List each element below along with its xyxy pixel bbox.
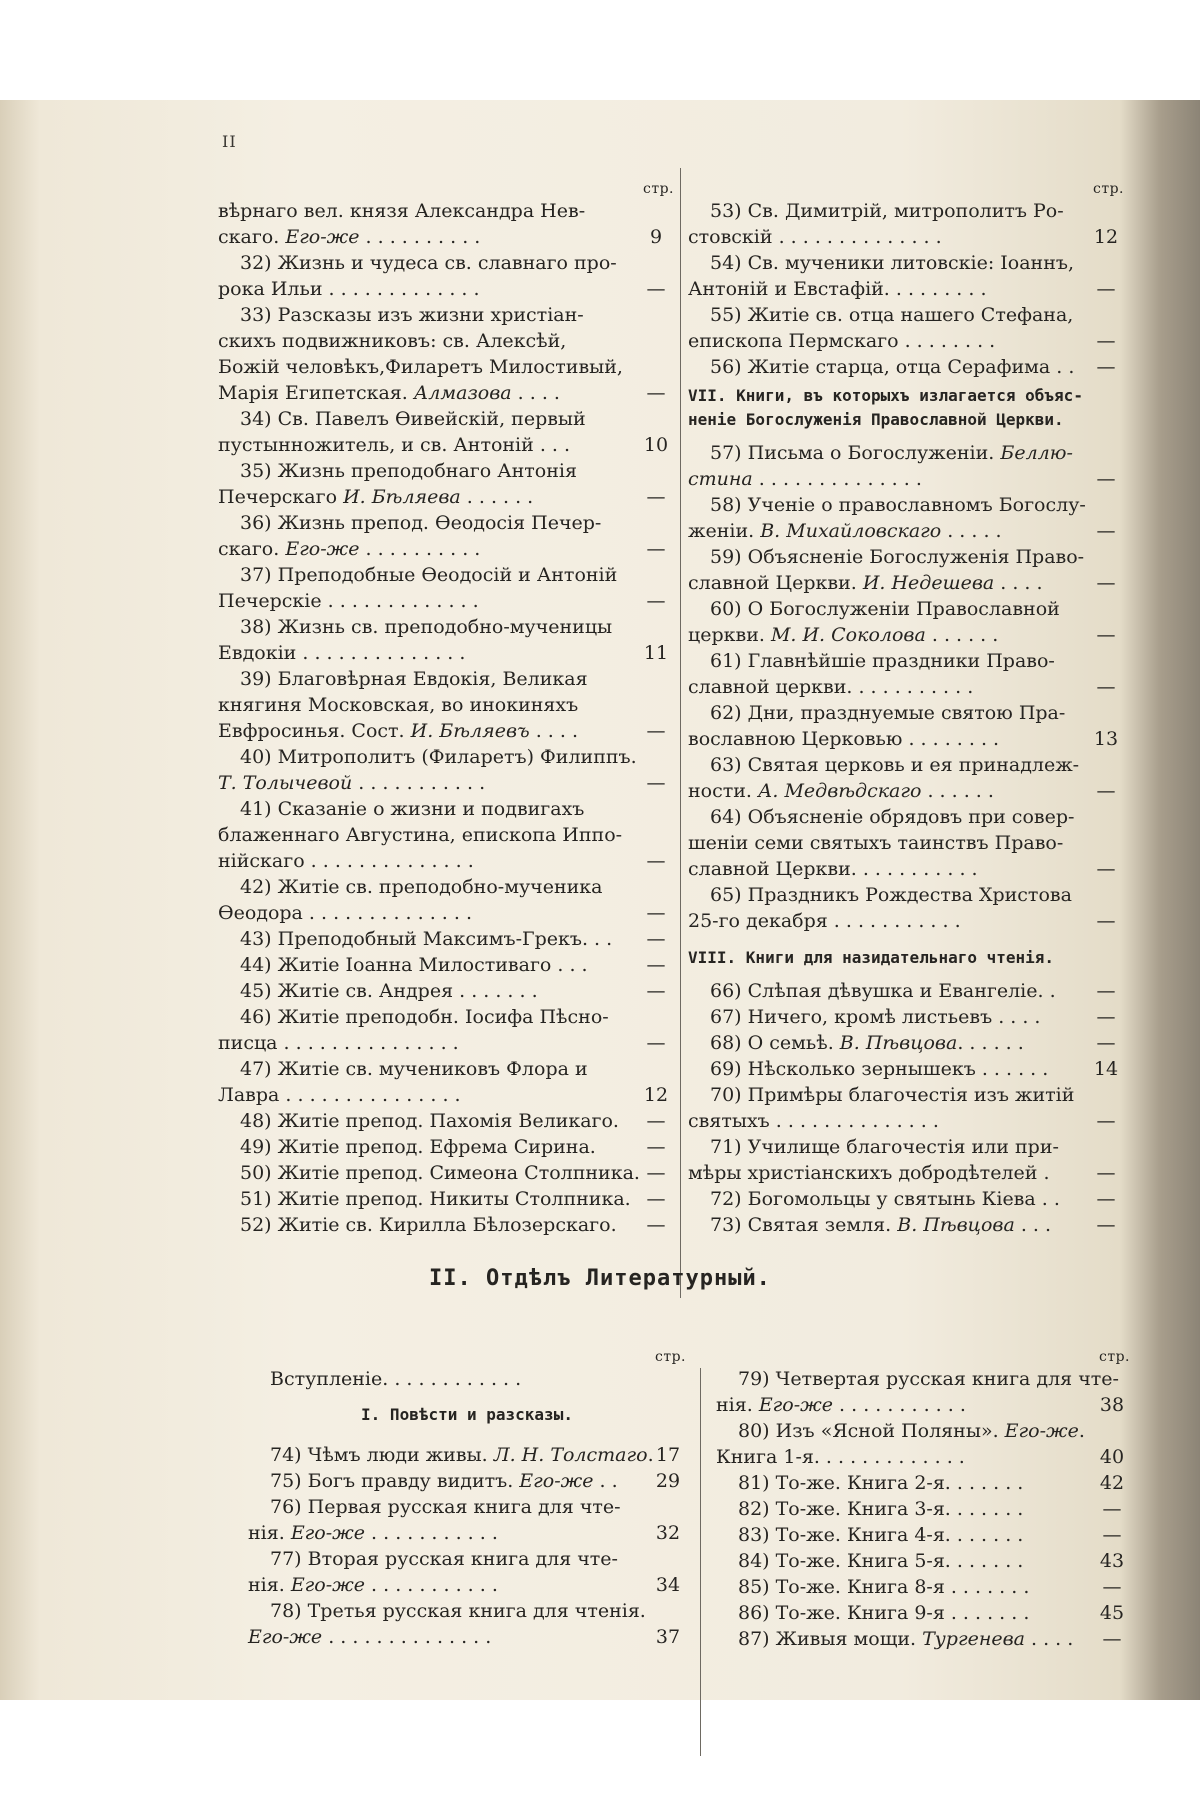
toc-entry-line: 49) Житіе препод. Ефрема Сирина.	[240, 1136, 596, 1158]
toc-left-column	[218, 180, 674, 1238]
toc-entry-line: писца . . . . . . . . . . . . . . .	[218, 1032, 459, 1054]
toc-entry-line: стина . . . . . . . . . . . . . .	[688, 468, 922, 490]
toc-entry-line: епископа Пермскаго . . . . . . . .	[688, 330, 996, 352]
toc-entry-line: Книга 1-я. . . . . . . . . . . . .	[716, 1446, 965, 1468]
toc-entry	[688, 1004, 1124, 1030]
toc-page-number: 12	[1093, 226, 1119, 248]
toc-entry-line: Евфросинья. Сост. И. Бѣляевъ . . . .	[218, 720, 578, 742]
toc-entry-line: Вступленіе. . . . . . . . . . . .	[270, 1368, 522, 1390]
toc-entry-line: 80) Изъ «Ясной Поляны». Его-же.	[738, 1420, 1085, 1442]
toc-page-number: —	[646, 928, 666, 950]
toc-entry	[688, 1030, 1124, 1056]
toc-page-number: —	[646, 850, 666, 872]
toc-entry-line: 87) Живыя мощи. Тургенева . . . .	[738, 1628, 1074, 1650]
toc-entry-line: славной Церкви. И. Недешева . . . .	[688, 572, 1043, 594]
toc-entry-line: 75) Богъ правду видитъ. Его-же . .	[270, 1470, 618, 1492]
toc-entry	[218, 1134, 674, 1160]
toc-entry-line: 55) Житіе св. отца нашего Стефана,	[710, 304, 1074, 326]
toc-page-number: —	[1096, 572, 1116, 594]
toc-page-number: —	[1096, 624, 1116, 646]
toc-entry	[248, 1598, 686, 1650]
toc-entry-line: 54) Св. мученики литовскіе: Іоаннъ,	[710, 252, 1074, 274]
toc-entry	[688, 492, 1124, 544]
toc-entry-line: 25-го декабря . . . . . . . . . . .	[688, 910, 961, 932]
toc-page-number: —	[646, 278, 666, 300]
toc-entry	[218, 744, 674, 796]
toc-page-number: —	[646, 1032, 666, 1054]
toc-page-number: —	[646, 1214, 666, 1236]
toc-entry-line: 64) Объясненіе обрядовъ при совер-	[710, 806, 1075, 828]
toc-entry-line: пустынножитель, и св. Антоній . . .	[218, 434, 571, 456]
toc-entry-line: 32) Жизнь и чудеса св. славнаго про-	[240, 252, 617, 274]
toc-page-number: 10	[643, 434, 669, 456]
page-column-label: стр.	[1093, 181, 1124, 197]
toc-page-number: 11	[643, 642, 669, 664]
toc-bottom-right-column	[716, 1348, 1130, 1652]
toc-entry	[218, 510, 674, 562]
toc-entry-list	[716, 1366, 1130, 1652]
toc-page-number: 34	[655, 1574, 681, 1596]
toc-entry	[218, 302, 674, 406]
toc-page-number: —	[1096, 278, 1116, 300]
toc-page-number: 38	[1099, 1394, 1125, 1416]
toc-entry-list	[688, 978, 1124, 1238]
toc-entry	[716, 1470, 1130, 1496]
toc-entry-line: нія. Его-же . . . . . . . . . . .	[248, 1522, 498, 1544]
toc-page-number: —	[1102, 1524, 1122, 1546]
toc-entry-line: 51) Житіе препод. Никиты Столпника.	[240, 1188, 631, 1210]
toc-entry-line: 68) О семьѣ. В. Пѣвцова. . . . . .	[710, 1032, 1024, 1054]
toc-page-number: —	[646, 1136, 666, 1158]
toc-entry-list	[218, 198, 674, 1238]
toc-entry	[218, 1186, 674, 1212]
toc-page-number: —	[1096, 1214, 1116, 1236]
toc-entry	[688, 804, 1124, 882]
toc-page-number: —	[1102, 1628, 1122, 1650]
toc-entry	[688, 1212, 1124, 1238]
sub-heading-stories: I. Повѣсти и разсказы.	[361, 1405, 573, 1424]
toc-page-number: —	[1096, 1162, 1116, 1184]
toc-entry-line: 78) Третья русская книга для чтенія.	[270, 1600, 646, 1622]
toc-page-number: —	[1096, 1188, 1116, 1210]
toc-bottom-left-column	[248, 1348, 686, 1650]
toc-entry-line: 84) То-же. Книга 5-я. . . . . . .	[738, 1550, 1024, 1572]
toc-page-number: —	[646, 486, 666, 508]
toc-entry	[688, 596, 1124, 648]
toc-entry	[688, 250, 1124, 302]
toc-page-number: 13	[1093, 728, 1119, 750]
toc-entry-line: славной церкви. . . . . . . . . . .	[688, 676, 974, 698]
section-heading-viii	[688, 946, 1124, 970]
toc-entry-line: 72) Богомольцы у святынь Кіева . .	[710, 1188, 1060, 1210]
toc-page-number: —	[1096, 1110, 1116, 1132]
toc-page-number: —	[646, 590, 666, 612]
toc-entry-line: 74) Чѣмъ люди живы. Л. Н. Толстаго.	[270, 1444, 654, 1466]
toc-entry-line: 52) Житіе св. Кирилла Бѣлозерскаго.	[240, 1214, 617, 1236]
toc-right-column	[688, 180, 1124, 1238]
toc-page-number: —	[1096, 1006, 1116, 1028]
toc-entry	[688, 354, 1124, 380]
toc-page-number: —	[1096, 356, 1116, 378]
page-column-label: стр.	[643, 181, 674, 197]
toc-page-number: —	[646, 538, 666, 560]
toc-entry-line: 70) Примѣры благочестія изъ житій	[710, 1084, 1075, 1106]
toc-page-number: 37	[655, 1626, 681, 1648]
toc-entry-line: нійскаго . . . . . . . . . . . . . .	[218, 850, 474, 872]
toc-entry	[218, 198, 674, 250]
toc-entry-line: 58) Ученіе о православномъ Богослу-	[710, 494, 1086, 516]
toc-entry	[218, 978, 674, 1004]
toc-entry	[716, 1600, 1130, 1626]
toc-entry	[218, 562, 674, 614]
toc-entry	[218, 796, 674, 874]
toc-entry	[688, 978, 1124, 1004]
toc-entry-line: 38) Жизнь св. преподобно-мученицы	[240, 616, 613, 638]
toc-entry	[218, 1160, 674, 1186]
toc-entry-line: вославною Церковью . . . . . . . .	[688, 728, 1000, 750]
toc-entry-line: рока Ильи . . . . . . . . . . . . .	[218, 278, 480, 300]
toc-entry	[218, 250, 674, 302]
toc-entry	[716, 1548, 1130, 1574]
toc-entry-line: 47) Житіе св. мучениковъ Флора и	[240, 1058, 588, 1080]
toc-page-number: 45	[1099, 1602, 1125, 1624]
toc-entry-line: Божій человѣкъ,Филаретъ Милостивый,	[218, 356, 623, 378]
toc-entry-line: стовскій . . . . . . . . . . . . . .	[688, 226, 942, 248]
section-heading-vii	[688, 384, 1124, 432]
toc-entry-line: ности. А. Медвѣдскаго . . . . . .	[688, 780, 994, 802]
toc-entry-line: Антоній и Евстафій. . . . . . . . .	[688, 278, 987, 300]
toc-entry-line: 66) Слѣпая дѣвушка и Евангеліе. .	[710, 980, 1056, 1002]
toc-entry	[688, 648, 1124, 700]
toc-entry-line: 59) Объясненіе Богослуженія Право-	[710, 546, 1085, 568]
toc-entry-line: 83) То-же. Книга 4-я. . . . . . .	[738, 1524, 1024, 1546]
toc-page-number: 32	[655, 1522, 681, 1544]
toc-entry-line: 63) Святая церковь и ея принадлеж-	[710, 754, 1080, 776]
toc-entry	[688, 1186, 1124, 1212]
toc-entry	[218, 952, 674, 978]
toc-entry	[688, 1082, 1124, 1134]
section-title-literary: II. Отдѣлъ Литературный.	[429, 1266, 771, 1291]
toc-page-number: —	[646, 1110, 666, 1132]
toc-page-number: —	[1096, 330, 1116, 352]
toc-intro-entry	[248, 1366, 686, 1392]
toc-page-number: 12	[643, 1084, 669, 1106]
toc-entry	[248, 1494, 686, 1546]
toc-page-number: —	[1096, 910, 1116, 932]
toc-entry-line: 77) Вторая русская книга для чте-	[270, 1548, 618, 1570]
toc-entry-line: 48) Житіе препод. Пахомія Великаго.	[240, 1110, 619, 1132]
toc-entry	[688, 700, 1124, 752]
toc-page-number: 14	[1093, 1058, 1119, 1080]
toc-entry-line: 45) Житіе св. Андрея . . . . . . .	[240, 980, 538, 1002]
toc-entry	[218, 1004, 674, 1056]
toc-entry-line: 53) Св. Димитрій, митрополитъ Ро-	[710, 200, 1064, 222]
toc-entry-line: 33) Разсказы изъ жизни христіан-	[240, 304, 584, 326]
toc-entry	[218, 1056, 674, 1108]
toc-entry	[688, 752, 1124, 804]
toc-entry	[218, 874, 674, 926]
toc-entry	[688, 544, 1124, 596]
toc-entry	[248, 1468, 686, 1494]
toc-page-number: —	[646, 1188, 666, 1210]
toc-entry-line: 39) Благовѣрная Евдокія, Великая	[240, 668, 588, 690]
toc-page-number: —	[646, 772, 666, 794]
toc-entry	[716, 1522, 1130, 1548]
toc-entry-line: Ѳеодора . . . . . . . . . . . . . .	[218, 902, 472, 924]
toc-entry-list	[688, 198, 1124, 380]
book-page-scan	[0, 100, 1200, 1700]
toc-entry-list	[688, 440, 1124, 934]
toc-entry	[716, 1418, 1130, 1470]
toc-entry-line: славной Церкви. . . . . . . . . . .	[688, 858, 978, 880]
toc-entry-line: Евдокіи . . . . . . . . . . . . . .	[218, 642, 466, 664]
toc-entry-line: скаго. Его-же . . . . . . . . . .	[218, 538, 481, 560]
toc-entry-line: 43) Преподобный Максимъ-Грекъ. . .	[240, 928, 613, 950]
toc-entry-line: 76) Первая русская книга для чте-	[270, 1496, 621, 1518]
toc-entry-line: 50) Житіе препод. Симеона Столпника.	[240, 1162, 640, 1184]
page-number: II	[222, 132, 237, 151]
toc-entry	[688, 198, 1124, 250]
toc-entry-line: 86) То-же. Книга 9-я . . . . . . .	[738, 1602, 1030, 1624]
toc-entry-line: 57) Письма о Богослуженіи. Беллю-	[710, 442, 1073, 464]
toc-entry-line: 41) Сказаніе о жизни и подвигахъ	[240, 798, 585, 820]
toc-entry-line: 85) То-же. Книга 8-я . . . . . . .	[738, 1576, 1030, 1598]
toc-entry-line: Марія Египетская. Алмазова . . . .	[218, 382, 560, 404]
toc-entry-line: 42) Житіе св. преподобно-мученика	[240, 876, 603, 898]
page-column-label: стр.	[655, 1349, 686, 1365]
toc-entry	[218, 926, 674, 952]
toc-entry-line: Его-же . . . . . . . . . . . . . .	[248, 1626, 492, 1648]
toc-entry-line: 65) Праздникъ Рождества Христова	[710, 884, 1072, 906]
toc-entry	[218, 1108, 674, 1134]
toc-entry-line: вѣрнаго вел. князя Александра Нев-	[218, 200, 586, 222]
heading-line: VII. Книги, въ которыхъ излагается объяс-	[688, 386, 1083, 405]
toc-entry-line: 62) Дни, празднуемые святою Пра-	[710, 702, 1066, 724]
toc-entry-list	[248, 1442, 686, 1650]
toc-entry-line: Т. Толычевой . . . . . . . . . . .	[218, 772, 486, 794]
toc-page-number: 17	[655, 1444, 681, 1466]
toc-entry-line: 56) Житіе старца, отца Серафима . .	[710, 356, 1075, 378]
toc-entry	[688, 882, 1124, 934]
toc-entry	[688, 302, 1124, 354]
toc-entry-line: 79) Четвертая русская книга для чте-	[738, 1368, 1119, 1390]
toc-page-number: —	[1096, 520, 1116, 542]
toc-entry-line: 61) Главнѣйшіе праздники Право-	[710, 650, 1055, 672]
column-divider-top	[680, 168, 681, 1298]
toc-entry-line: 44) Житіе Іоанна Милостиваго . . .	[240, 954, 588, 976]
toc-entry	[716, 1366, 1130, 1418]
toc-page-number: 42	[1099, 1472, 1125, 1494]
toc-entry-line: 69) Нѣсколько зернышекъ . . . . . .	[710, 1058, 1049, 1080]
toc-page-number: —	[1096, 980, 1116, 1002]
toc-entry	[248, 1442, 686, 1468]
toc-entry-line: 81) То-же. Книга 2-я. . . . . . .	[738, 1472, 1024, 1494]
toc-entry-line: 37) Преподобные Ѳеодосій и Антоній	[240, 564, 618, 586]
toc-page-number: —	[1096, 676, 1116, 698]
toc-page-number: 43	[1099, 1550, 1125, 1572]
toc-entry-line: Печерскаго И. Бѣляева . . . . . .	[218, 486, 534, 508]
toc-entry-line: церкви. М. И. Соколова . . . . . .	[688, 624, 999, 646]
toc-entry-line: 60) О Богослуженіи Православной	[710, 598, 1060, 620]
toc-entry	[218, 406, 674, 458]
toc-entry-line: женіи. В. Михайловскаго . . . . .	[688, 520, 1002, 542]
toc-entry	[688, 1056, 1124, 1082]
toc-entry	[716, 1574, 1130, 1600]
toc-page-number: —	[646, 720, 666, 742]
heading-line: неніе Богослуженія Православной Церкви.	[688, 410, 1064, 429]
toc-page-number: —	[646, 382, 666, 404]
toc-entry	[688, 440, 1124, 492]
toc-page-number: —	[1096, 1032, 1116, 1054]
toc-entry-line: нія. Его-же . . . . . . . . . . .	[716, 1394, 966, 1416]
toc-page-number: 9	[649, 226, 663, 248]
toc-entry	[218, 614, 674, 666]
toc-page-number: —	[646, 954, 666, 976]
toc-entry	[218, 1212, 674, 1238]
toc-entry-line: 67) Ничего, кромѣ листьевъ . . . .	[710, 1006, 1041, 1028]
toc-entry	[248, 1546, 686, 1598]
toc-entry	[248, 1366, 686, 1392]
heading-line: VIII. Книги для назидательнаго чтенія.	[688, 948, 1055, 967]
toc-entry-line: Лавра . . . . . . . . . . . . . . .	[218, 1084, 461, 1106]
toc-page-number: 29	[655, 1470, 681, 1492]
toc-entry	[716, 1496, 1130, 1522]
toc-entry-line: шеніи семи святыхъ таинствъ Право-	[688, 832, 1064, 854]
toc-entry-line: блаженнаго Августина, епископа Иппо-	[218, 824, 623, 846]
toc-entry-line: 35) Жизнь преподобнаго Антонія	[240, 460, 577, 482]
toc-entry	[218, 458, 674, 510]
page-column-label: стр.	[1099, 1349, 1130, 1365]
toc-entry-line: 82) То-же. Книга 3-я. . . . . . .	[738, 1498, 1024, 1520]
column-divider-bottom	[700, 1368, 701, 1756]
toc-entry-line: скаго. Его-же . . . . . . . . . .	[218, 226, 481, 248]
toc-page-number: —	[1102, 1576, 1122, 1598]
toc-entry-line: 73) Святая земля. В. Пѣвцова . . .	[710, 1214, 1052, 1236]
toc-page-number: —	[646, 902, 666, 924]
toc-page-number: —	[1096, 858, 1116, 880]
toc-page-number: —	[1102, 1498, 1122, 1520]
toc-page-number: —	[646, 1162, 666, 1184]
toc-entry-line: 34) Св. Павелъ Ѳивейскій, первый	[240, 408, 586, 430]
toc-page-number: 40	[1099, 1446, 1125, 1468]
toc-entry	[688, 1134, 1124, 1186]
toc-entry-line: княгиня Московская, во инокиняхъ	[218, 694, 579, 716]
toc-entry-line: нія. Его-же . . . . . . . . . . .	[248, 1574, 498, 1596]
toc-entry-line: скихъ подвижниковъ: св. Алексѣй,	[218, 330, 567, 352]
toc-entry	[716, 1626, 1130, 1652]
toc-entry-line: 40) Митрополитъ (Филаретъ) Филиппъ.	[240, 746, 637, 768]
toc-entry-line: 36) Жизнь препод. Ѳеодосія Печер-	[240, 512, 602, 534]
toc-page-number: —	[1096, 780, 1116, 802]
toc-entry-line: святыхъ . . . . . . . . . . . . . .	[688, 1110, 939, 1132]
toc-entry-line: мѣры христіанскихъ добродѣтелей .	[688, 1162, 1050, 1184]
toc-entry-line: 71) Училище благочестія или при-	[710, 1136, 1059, 1158]
toc-page-number: —	[1096, 468, 1116, 490]
toc-entry-line: Печерскіе . . . . . . . . . . . . .	[218, 590, 479, 612]
toc-entry	[218, 666, 674, 744]
toc-page-number: —	[646, 980, 666, 1002]
toc-entry-line: 46) Житіе преподобн. Іосифа Пѣсно-	[240, 1006, 609, 1028]
